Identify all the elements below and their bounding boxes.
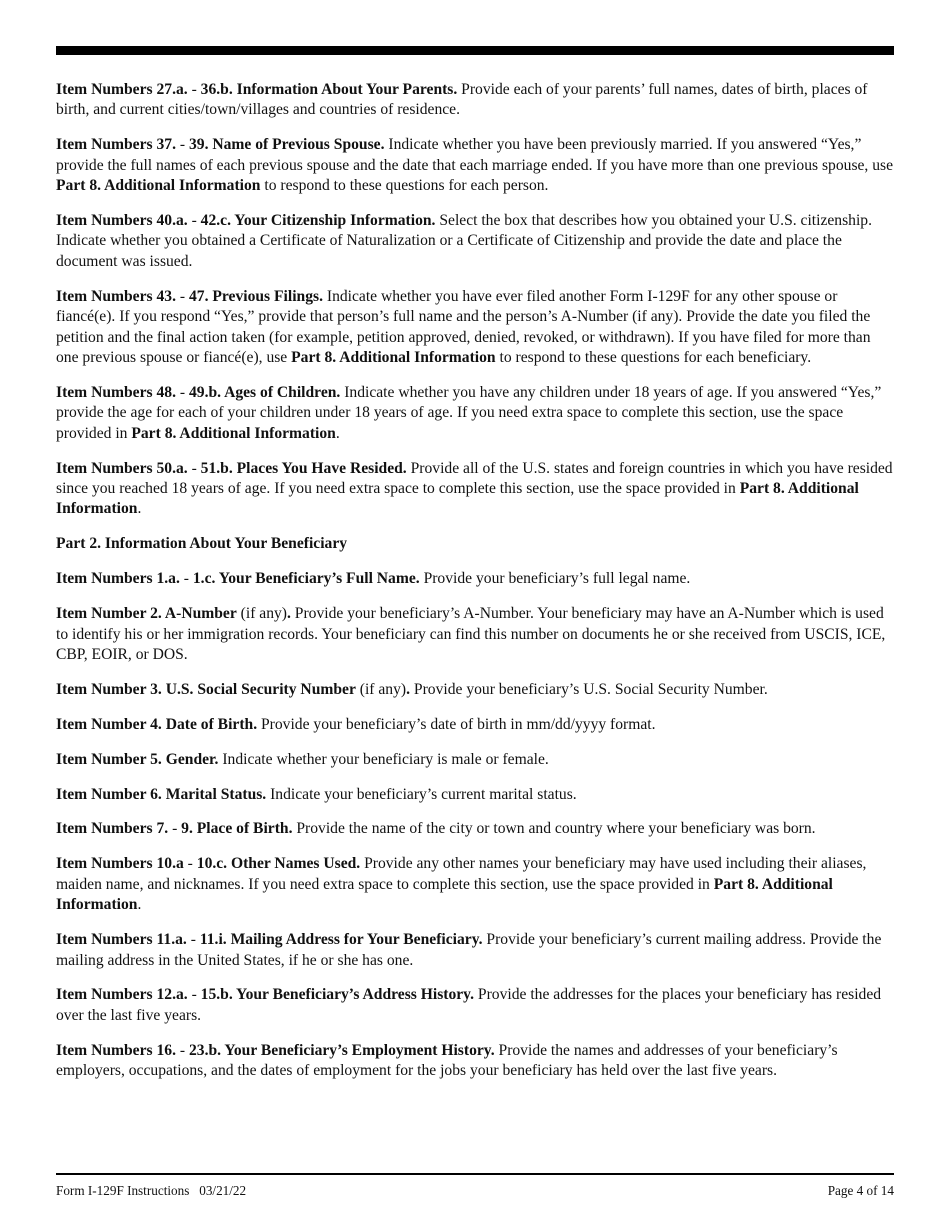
item-text: Indicate whether you have ever filed another Form I-129F for any other spouse or fiancé(e). If you respond “Yes,” provide that person’s full name and the person’s A-Number (if any). Provide the date you filed the petition and the final action taken (for example, petition approved, denied, revoked, or withdrawn). If you have filed for more than one previous spouse or fiancé(e), use (56, 287, 871, 366)
item-text: Provide your beneficiary’s current mailing address. Provide the mailing address in the United States, if he or she has one. (56, 931, 882, 969)
part-2-heading: Part 2. Information About Your Beneficiary (56, 535, 348, 553)
item-text: Provide your beneficiary’s full legal name. (419, 570, 691, 588)
item-text: Indicate your beneficiary’s current marital status. (266, 785, 577, 803)
paragraph-previous-filings (56, 287, 896, 369)
item-text: Provide all of the U.S. states and foreign countries in which you have resided since you reached 18 years of age. If you need extra space to complete this section, use the space provided in (56, 459, 893, 497)
item-label: Item Numbers 48. (56, 383, 176, 401)
item-label: 15.b. Your Beneficiary’s Address History. (200, 986, 475, 1004)
paragraph-mailing-address (56, 930, 896, 971)
item-label: Item Numbers 16. (56, 1041, 176, 1059)
part-reference: Part 8. Additional Information (291, 348, 496, 366)
item-text: - (168, 820, 182, 838)
part-reference: Part 8. Additional Information (56, 480, 859, 518)
item-label: 1.c. Your Beneficiary’s Full Name. (192, 570, 420, 588)
paragraph-places-resided (56, 459, 896, 520)
item-label: Item Number 5. Gender. (56, 750, 219, 768)
instructions-body (56, 80, 896, 1096)
paragraph-place-of-birth (56, 819, 896, 839)
paragraph-ages-of-children (56, 383, 896, 444)
item-text: - (186, 931, 200, 949)
item-text: - (187, 81, 201, 98)
item-text: Indicate whether your beneficiary is male or female. (218, 750, 549, 768)
paragraph-a-number (56, 604, 896, 665)
item-text: (if any) (355, 680, 407, 698)
item-text: - (175, 136, 189, 154)
item-text: Indicate whether you have been previously married. If you answered “Yes,” provide the full names of each previous spouse and the date that each marriage ended. If you have more than one previous spouse, use (56, 136, 894, 174)
item-label: 11.i. Mailing Address for Your Beneficiary. (199, 931, 483, 949)
paragraph-address-history (56, 985, 896, 1026)
item-label: Item Number 6. Marital Status. (56, 785, 267, 803)
item-text: to respond to these questions for each beneficiary. (495, 348, 812, 366)
item-text: - (187, 986, 201, 1004)
item-label: 9. Place of Birth. (181, 820, 293, 838)
item-label: Item Number 3. U.S. Social Security Number (56, 680, 356, 698)
paragraph-other-names-used (56, 854, 896, 915)
item-text: - (187, 212, 201, 230)
paragraph-parents (56, 80, 896, 121)
item-text: - (175, 287, 189, 305)
item-label: Item Numbers 37. (56, 136, 176, 154)
part-reference: Part 8. Additional Information (56, 177, 261, 195)
item-label: Item Numbers 27.a. (56, 81, 188, 98)
item-text: - (183, 855, 197, 873)
item-text: . (137, 896, 142, 914)
item-label: 10.c. Other Names Used. (196, 855, 361, 873)
item-label: 36.b. Information About Your Parents. (200, 81, 458, 98)
item-text: - (187, 459, 201, 477)
item-label: Item Numbers 10.a (56, 855, 184, 873)
item-label: 47. Previous Filings. (188, 287, 323, 305)
item-label: Item Numbers 40.a. (56, 212, 188, 230)
item-label: Item Numbers 11.a. (56, 931, 187, 949)
top-rule (56, 46, 894, 55)
item-label: Item Numbers 43. (56, 287, 176, 305)
item-label: . (406, 680, 411, 698)
footer-page-number: Page 4 of 14 (827, 1183, 894, 1198)
item-text: (if any) (236, 605, 287, 623)
paragraph-employment-history (56, 1041, 896, 1082)
part-reference: Part 8. Additional Information (56, 875, 833, 914)
item-label: 51.b. Places You Have Resided. (200, 459, 407, 477)
item-text: Indicate whether you have any children under 18 years of age. If you answered “Yes,” provide the age for each of your children under 18 years of age. If you need extra space to complete this section, use the space provided in (56, 383, 882, 442)
item-label: Item Numbers 1.a. (56, 570, 180, 588)
item-text: Provide the names and addresses of your beneficiary’s employers, occupations, and the dates of employment for the jobs your beneficiary has held over the last five years. (56, 1041, 838, 1080)
paragraph-citizenship (56, 211, 896, 272)
item-label: Item Numbers 7. (56, 820, 169, 838)
paragraph-beneficiary-full-name (56, 569, 896, 589)
footer-form-id: Form I-129F Instructions 03/21/22 (56, 1183, 247, 1198)
item-text: Select the box that describes how you obtained your U.S. citizenship. Indicate whether you obtained a Certificate of Naturalization or a Certificate of Citizenship and provide the date and place the document was issued. (56, 212, 872, 270)
paragraph-date-of-birth (56, 715, 896, 735)
item-text: - (175, 1041, 189, 1059)
item-label: 23.b. Your Beneficiary’s Employment History. (188, 1041, 495, 1059)
item-text: Provide your beneficiary’s U.S. Social Security Number. (410, 680, 768, 698)
item-label: . (287, 605, 291, 623)
paragraph-previous-spouse (56, 135, 896, 196)
item-text: Provide the name of the city or town and country where your beneficiary was born. (292, 820, 816, 838)
item-text: to respond to these questions for each person. (260, 177, 549, 195)
item-text: . (137, 500, 142, 518)
item-label: Item Numbers 50.a. (56, 459, 188, 477)
item-text: Provide your beneficiary’s A-Number. Your beneficiary may have an A-Number which is used to identify his or her immigration records. Your beneficiary can find this number on documents he or she received from USCIS, ICE, CBP, EOIR, or DOS. (56, 605, 886, 663)
part-reference: Part 8. Additional Information (131, 424, 336, 442)
item-label: Item Number 4. Date of Birth. (56, 715, 258, 733)
item-label: Item Number 2. A-Number (56, 605, 237, 623)
item-text: Provide any other names your beneficiary may have used including their aliases, maiden name, and nicknames. If you need extra space to complete this section, use the space provided in (56, 855, 867, 893)
item-text: . (335, 424, 340, 442)
paragraph-marital-status (56, 785, 896, 805)
item-text: Provide the addresses for the places your beneficiary has resided over the last five years. (56, 986, 882, 1024)
item-text: - (179, 570, 193, 588)
paragraph-social-security-number (56, 680, 896, 700)
paragraph-gender (56, 750, 896, 770)
item-text: Provide your beneficiary’s date of birth in mm/dd/yyyy format. (257, 715, 656, 733)
item-label: Item Numbers 12.a. (56, 986, 188, 1004)
item-label: 49.b. Ages of Children. (188, 383, 341, 401)
item-label: 39. Name of Previous Spouse. (188, 136, 385, 154)
item-label: 42.c. Your Citizenship Information. (200, 212, 436, 230)
bottom-rule (56, 1173, 894, 1175)
item-text: - (175, 383, 189, 401)
item-text: Provide each of your parents’ full names, dates of birth, places of birth, and current cities/town/villages and countries of residence. (56, 81, 868, 119)
